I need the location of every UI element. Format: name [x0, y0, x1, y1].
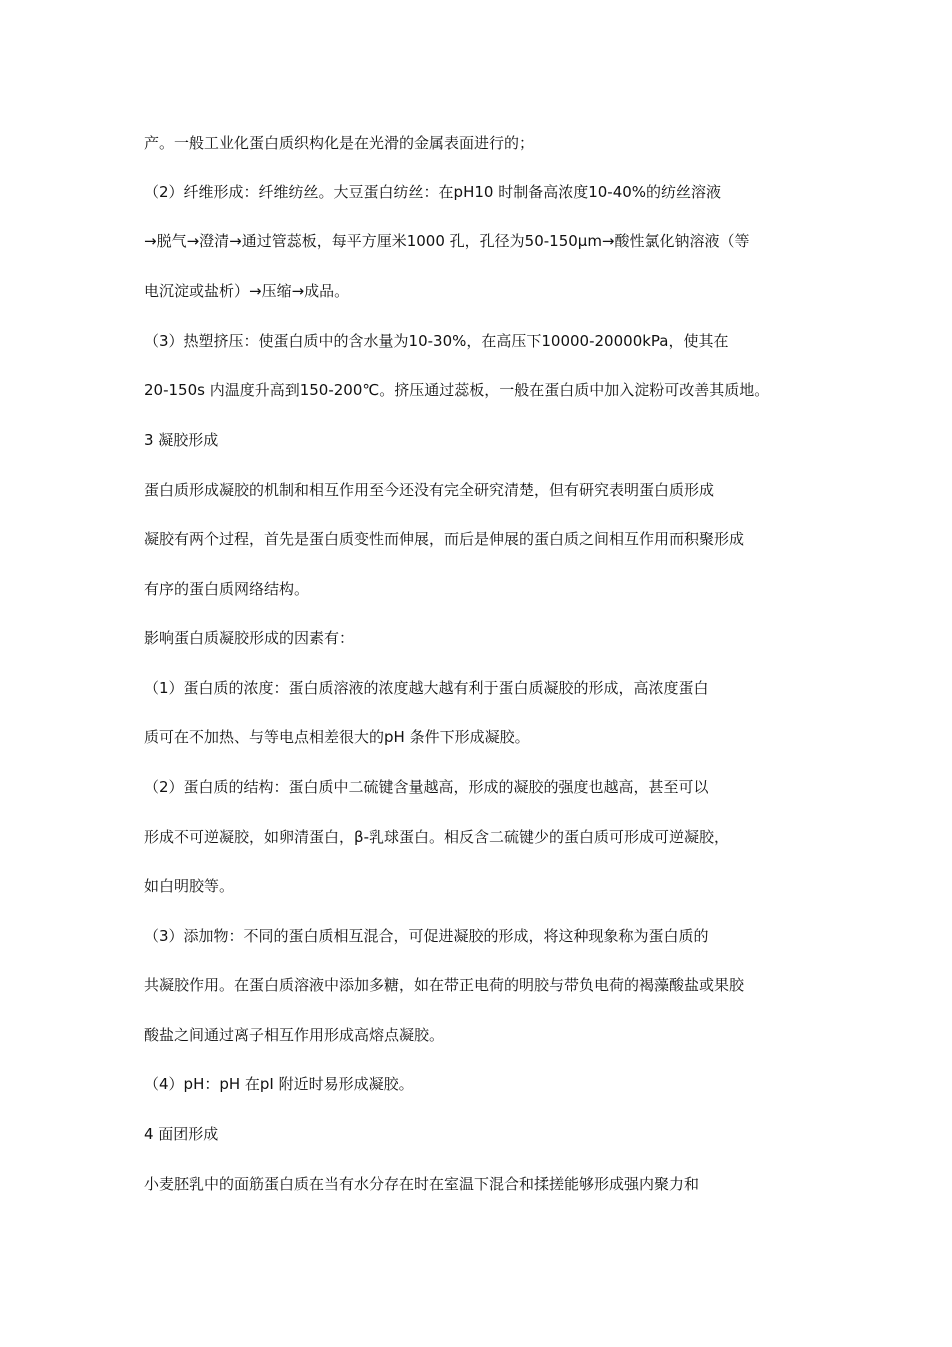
text-line: 有序的蛋白质网络结构。	[144, 580, 310, 598]
text-line: 20-150s 内温度升高到150-200℃。挤压通过蕊板，一般在蛋白质中加入淀粉可改善其质地。	[144, 381, 770, 399]
text-line: →脱气→澄清→通过管蕊板，每平方厘米1000 孔，孔径为50-150μm→酸性氯化钠溶液（等	[144, 232, 750, 250]
text-line: 蛋白质形成凝胶的机制和相互作用至今还没有完全研究清楚，但有研究表明蛋白质形成	[144, 481, 715, 499]
text-line: 影响蛋白质凝胶形成的因素有：	[144, 629, 355, 647]
text-line: （3）添加物：不同的蛋白质相互混合，可促进凝胶的形成，将这种现象称为蛋白质的	[144, 927, 709, 945]
text-line: 形成不可逆凝胶，如卵清蛋白，β-乳球蛋白。相反含二硫键少的蛋白质可形成可逆凝胶，	[144, 828, 729, 846]
text-line: （4）pH：pH 在pI 附近时易形成凝胶。	[144, 1075, 414, 1093]
section-heading: 3 凝胶形成	[144, 431, 219, 449]
text-line: （2）纤维形成：纤维纺丝。大豆蛋白纺丝：在pH10 时制备高浓度10-40%的纺丝溶液	[144, 183, 722, 201]
text-line: 产。一般工业化蛋白质织构化是在光滑的金属表面进行的；	[144, 134, 535, 152]
text-line: 如白明胶等。	[144, 877, 235, 895]
text-line: 电沉淀或盐析）→压缩→成品。	[144, 282, 350, 300]
section-heading: 4 面团形成	[144, 1125, 219, 1143]
text-line: （2）蛋白质的结构：蛋白质中二硫键含量越高，形成的凝胶的强度也越高，甚至可以	[144, 778, 709, 796]
text-line: 酸盐之间通过离子相互作用形成高熔点凝胶。	[144, 1026, 445, 1044]
text-line: （1）蛋白质的浓度：蛋白质溶液的浓度越大越有利于蛋白质凝胶的形成，高浓度蛋白	[144, 679, 709, 697]
text-line: 共凝胶作用。在蛋白质溶液中添加多糖，如在带正电荷的明胶与带负电荷的褐藻酸盐或果胶	[144, 976, 745, 994]
text-line: 质可在不加热、与等电点相差很大的pH 条件下形成凝胶。	[144, 728, 530, 746]
text-line: 凝胶有两个过程，首先是蛋白质变性而伸展，而后是伸展的蛋白质之间相互作用而积聚形成	[144, 530, 745, 548]
text-line: （3）热塑挤压：使蛋白质中的含水量为10-30%，在高压下10000-20000kPa，使其在	[144, 332, 729, 350]
text-line: 小麦胚乳中的面筋蛋白质在当有水分存在时在室温下混合和揉搓能够形成强内聚力和	[144, 1175, 700, 1193]
